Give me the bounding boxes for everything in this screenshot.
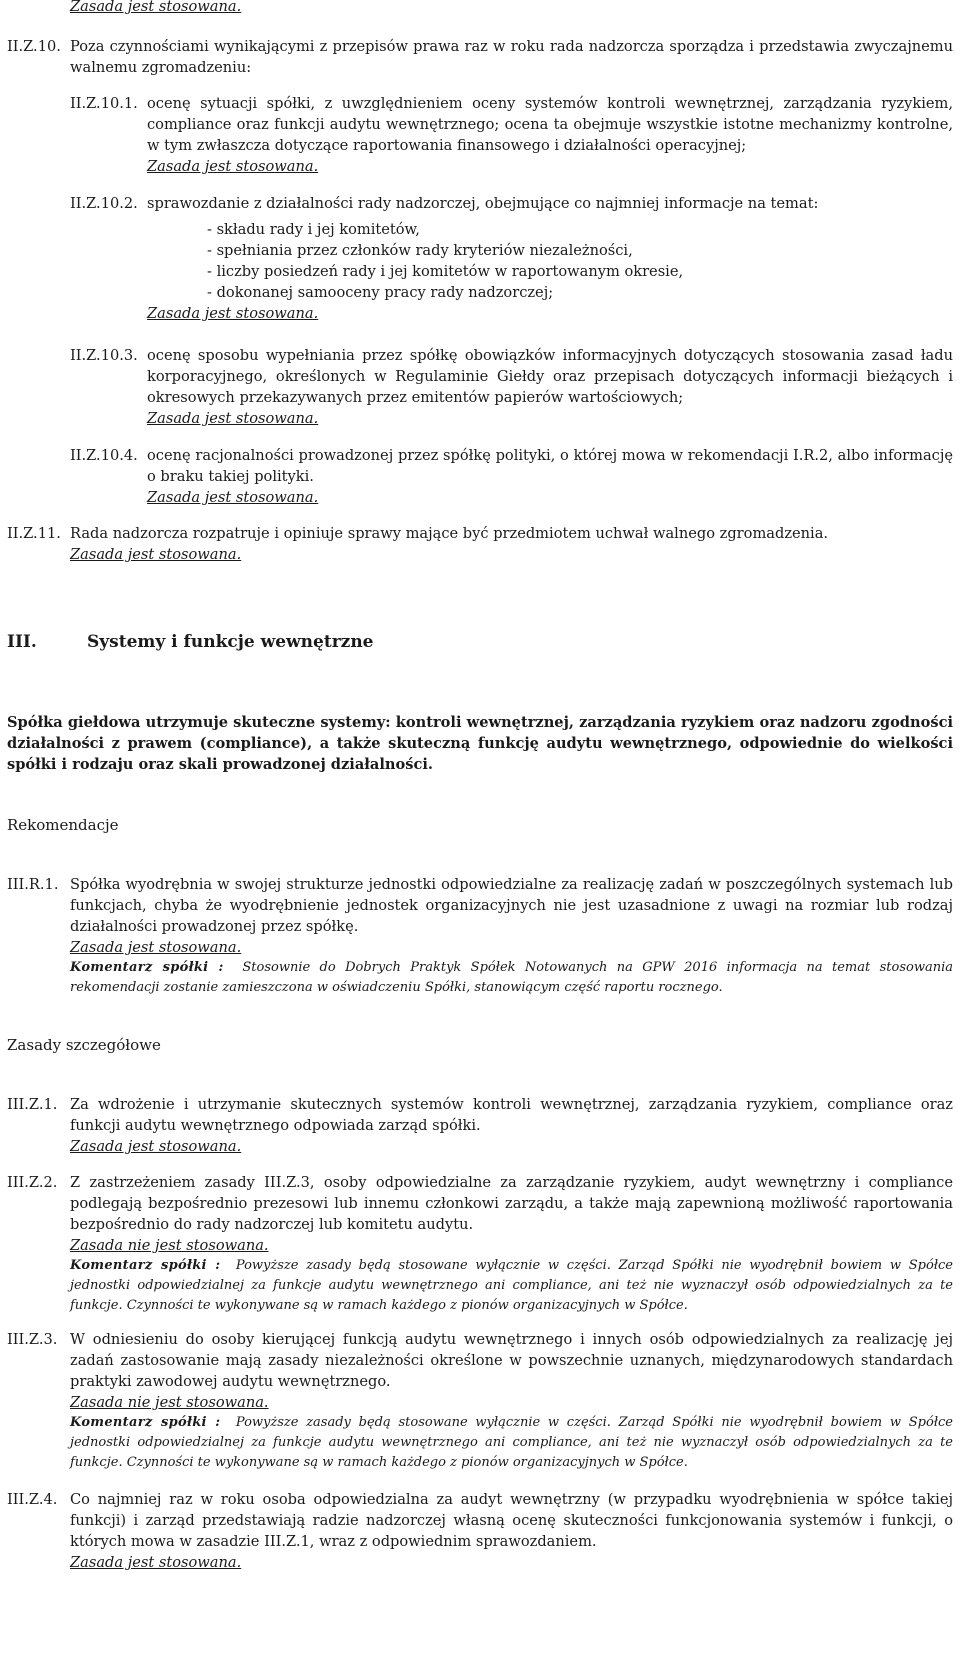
- rule-III-Z-4: [7, 1489, 953, 1573]
- rule-number: II.Z.10.3.: [70, 347, 138, 364]
- subheading-recommendations: Rekomendacje: [7, 816, 119, 834]
- section-title: Systemy i funkcje wewnętrzne: [87, 632, 374, 652]
- comment-text: Stosownie do Dobrych Praktyk Spółek Notowanych na GPW 2016 informacja na temat stosowania rekomendacji zostanie zamieszczona w oświadczeniu Spółki, stanowiącym część raportu rocznego.: [70, 960, 953, 995]
- status-label: Zasada jest stosowana.: [147, 489, 319, 506]
- status-label: Zasada jest stosowana.: [70, 1138, 242, 1155]
- comment-label: Komentarz spółki :: [70, 960, 224, 975]
- list-item: - składu rady i jej komitetów,: [207, 221, 420, 238]
- rule-text: Poza czynnościami wynikającymi z przepisów prawa raz w roku rada nadzorcza sporządza i przedstawia zwyczajnemu walnemu zgromadzeniu:: [70, 38, 953, 76]
- rule-text: Spółka wyodrębnia w swojej strukturze jednostki odpowiedzialne za realizację zadań w poszczególnych systemach lub funkcjach, chyba że wyodrębnienie jednostek organizacyjnych nie jest uzasadnione z uwagi na rozmiar lub rodzaj działalności prowadzonej przez spółkę.: [70, 876, 953, 935]
- subheading-detailed-rules: Zasady szczegółowe: [7, 1036, 161, 1054]
- rule-II-Z-10: [7, 36, 953, 78]
- status-label: Zasada nie jest stosowana.: [70, 1237, 269, 1254]
- rule-number: II.Z.11.: [7, 525, 61, 542]
- rule-III-Z-2: [7, 1172, 953, 1316]
- rule-text: ocenę sposobu wypełniania przez spółkę obowiązków informacyjnych dotyczących stosowania zasad ładu korporacyjnego, określonych w Regulaminie Giełdy oraz przepisach dotyczących informacji bieżących i okresowych przekazywanych przez emitentów papierów wartościowych;: [147, 347, 953, 406]
- rule-II-Z-10-2: [7, 193, 953, 324]
- section-principle: Spółka giełdowa utrzymuje skuteczne systemy: kontroli wewnętrznej, zarządzania ryzykiem oraz nadzoru zgodności działalności z prawem (compliance), a także skuteczną funkcję audytu wewnętrznego, odpowiednie do wielkości spółki i rodzaju oraz skali prowadzonej działalności.: [7, 714, 953, 773]
- section-number: III.: [7, 632, 37, 652]
- comment-label: Komentarz spółki :: [70, 1258, 221, 1273]
- rule-number: II.Z.10.2.: [70, 195, 138, 212]
- status-label: Zasada jest stosowana.: [147, 305, 319, 322]
- rule-II-Z-10-1: [7, 93, 953, 177]
- status-label: Zasada jest stosowana.: [147, 158, 319, 175]
- rule-II-Z-10-3: [7, 345, 953, 429]
- status-label: Zasada jest stosowana.: [70, 939, 242, 956]
- rule-number: III.Z.2.: [7, 1174, 58, 1191]
- status-label: Zasada jest stosowana.: [147, 410, 319, 427]
- rule-text: Co najmniej raz w roku osoba odpowiedzialna za audyt wewnętrzny (w przypadku wyodrębnienia w spółce takiej funkcji) i zarząd przedstawiają radzie nadzorczej własną ocenę skuteczności funkcjonowania systemów i funkcji, o których mowa w zasadzie III.Z.1, wraz z odpowiednim sprawozdaniem.: [70, 1491, 953, 1550]
- list-item: - dokonanej samooceny pracy rady nadzorczej;: [207, 284, 554, 301]
- rule-number: II.Z.10.4.: [70, 447, 138, 464]
- rule-number: III.Z.3.: [7, 1331, 58, 1348]
- rule-II-Z-10-4: [7, 445, 953, 508]
- list-item: - spełniania przez członków rady kryteriów niezależności,: [207, 242, 633, 259]
- rule-number: III.Z.1.: [7, 1096, 58, 1113]
- rule-text: Z zastrzeżeniem zasady III.Z.3, osoby odpowiedzialne za zarządzanie ryzykiem, audyt wewnętrzny i compliance podlegają bezpośrednio prezesowi lub innemu członkowi zarządu, a także mają zapewnioną możliwość raportowania bezpośrednio do rady nadzorczej lub komitetu audytu.: [70, 1174, 953, 1233]
- status-label: Zasada jest stosowana.: [70, 546, 242, 563]
- list-item: - liczby posiedzeń rady i jej komitetów w raportowanym okresie,: [207, 263, 684, 280]
- comment-text: Powyższe zasady będą stosowane wyłącznie w części. Zarząd Spółki nie wyodrębnił bowiem w Spółce jednostki odpowiedzialnej za funkcje audytu wewnętrznego ani compliance, ani też nie wyznaczył osób odpowiedzialnych za te funkcje. Czynności te wykonywane są w ramach każdego z pionów organizacyjnych w Spółce.: [70, 1415, 954, 1470]
- comment-label: Komentarz spółki :: [70, 1415, 221, 1430]
- bullet-list: [207, 219, 953, 303]
- rule-text: W odniesieniu do osoby kierującej funkcją audytu wewnętrznego i innych osób odpowiedzialnych za realizację jej zadań zastosowanie mają zasady niezależności określone w powszechnie uznanych, międzynarodowych standardach praktyki zawodowej audytu wewnętrznego.: [70, 1331, 953, 1390]
- rule-number: II.Z.10.1.: [70, 95, 138, 112]
- comment-text: Powyższe zasady będą stosowane wyłącznie w części. Zarząd Spółki nie wyodrębnił bowiem w Spółce jednostki odpowiedzialnej za funkcje audytu wewnętrznego ani compliance, ani też nie wyznaczył osób odpowiedzialnych za te funkcje. Czynności te wykonywane są w ramach każdego z pionów organizacyjnych w Spółce.: [70, 1258, 954, 1313]
- rule-text: Za wdrożenie i utrzymanie skutecznych systemów kontroli wewnętrznej, zarządzania ryzykiem, compliance oraz funkcji audytu wewnętrznego odpowiada zarząd spółki.: [70, 1096, 953, 1134]
- rule-text: ocenę racjonalności prowadzonej przez spółkę polityki, o której mowa w rekomendacji I.R.2, albo informację o braku takiej polityki.: [147, 447, 953, 485]
- status-label: Zasada jest stosowana.: [70, 1554, 242, 1571]
- section-heading: [7, 632, 374, 653]
- rule-text: ocenę sytuacji spółki, z uwzględnieniem oceny systemów kontroli wewnętrznej, zarządzania ryzykiem, compliance oraz funkcji audytu wewnętrznego; ocena ta obejmuje wszystkie istotne mechanizmy kontrolne, w tym zwłaszcza dotyczące raportowania finansowego i działalności operacyjnej;: [147, 95, 953, 154]
- rule-number: III.R.1.: [7, 876, 59, 893]
- rule-text: sprawozdanie z działalności rady nadzorczej, obejmujące co najmniej informacje na temat:: [147, 195, 819, 212]
- status-top: Zasada jest stosowana.: [70, 0, 242, 15]
- rule-II-Z-11: [7, 523, 953, 565]
- rule-III-Z-1: [7, 1094, 953, 1157]
- rule-number: II.Z.10.: [7, 38, 61, 55]
- rule-number: III.Z.4.: [7, 1491, 58, 1508]
- company-comment: [70, 1413, 953, 1473]
- company-comment: [70, 958, 953, 998]
- status-label: Zasada nie jest stosowana.: [70, 1394, 269, 1411]
- company-comment: [70, 1256, 953, 1316]
- rule-III-R-1: [7, 874, 953, 998]
- rule-text: Rada nadzorcza rozpatruje i opiniuje sprawy mające być przedmiotem uchwał walnego zgromadzenia.: [70, 525, 829, 542]
- rule-III-Z-3: [7, 1329, 953, 1473]
